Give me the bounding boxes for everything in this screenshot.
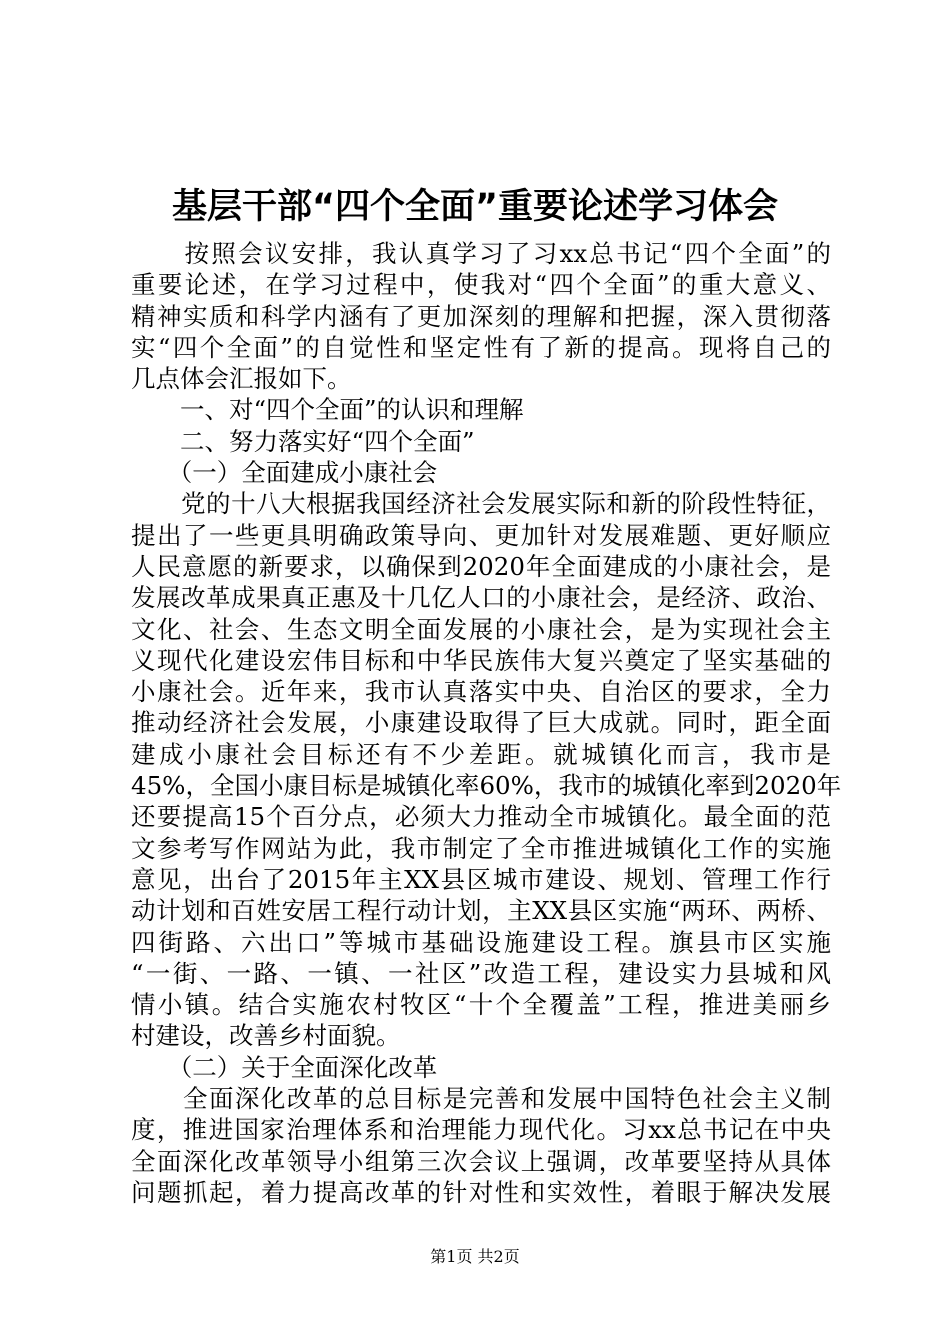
page-number-footer: 第1页 共2页: [430, 1247, 520, 1266]
section-heading: 二、努力落实好“四个全面”: [131, 426, 475, 456]
text-line: 实“四个全面”的自觉性和坚定性有了新的提高。现将自己的: [131, 332, 831, 362]
text-line: 小康社会。近年来，我市认真落实中央、自治区的要求，全力: [131, 677, 831, 707]
text-line: 发展改革成果真正惠及十几亿人口的小康社会，是经济、政治、: [131, 583, 831, 613]
text-line: 文化、社会、生态文明全面发展的小康社会，是为实现社会主: [131, 614, 831, 644]
document-body: [131, 238, 842, 1208]
subsection-heading: （二）关于全面深化改革: [131, 1052, 438, 1082]
text-line: 45%，全国小康目标是城镇化率60%，我市的城镇化率到2020年: [131, 771, 842, 801]
text-line: 意见，出台了2015年主XX县区城市建设、规划、管理工作行: [131, 864, 831, 894]
text-line: 全面深化改革的总目标是完善和发展中国特色社会主义制: [131, 1084, 831, 1114]
text-line: 义现代化建设宏伟目标和中华民族伟大复兴奠定了坚实基础的: [131, 645, 831, 675]
text-line: 几点体会汇报如下。: [131, 364, 352, 394]
subsection-heading: （一）全面建成小康社会: [131, 458, 438, 488]
text-line: 按照会议安排，我认真学习了习xx总书记“四个全面”的: [131, 239, 831, 268]
text-line: 四街路、六出口”等城市基础设施建设工程。旗县市区实施: [131, 927, 831, 957]
text-line: 问题抓起，着力提高改革的针对性和实效性，着眼于解决发展: [131, 1177, 831, 1207]
text-line: 建成小康社会目标还有不少差距。就城镇化而言，我市是: [131, 739, 831, 769]
text-line: 全面深化改革领导小组第三次会议上强调，改革要坚持从具体: [131, 1146, 831, 1176]
section-heading: 一、对“四个全面”的认识和理解: [131, 395, 524, 425]
text-line: 人民意愿的新要求，以确保到2020年全面建成的小康社会，是: [131, 551, 831, 581]
text-line: 还要提高15个百分点，必须大力推动全市城镇化。最全面的范: [131, 802, 831, 832]
text-line: 度，推进国家治理体系和治理能力现代化。习xx总书记在中央: [131, 1115, 831, 1145]
text-line: 村建设，改善乡村面貌。: [131, 1021, 401, 1051]
text-line: 提出了一些更具明确政策导向、更加针对发展难题、更好顺应: [131, 520, 831, 550]
text-line: 推动经济社会发展，小康建设取得了巨大成就。同时，距全面: [131, 708, 831, 738]
text-line: 动计划和百姓安居工程行动计划，主XX县区实施“两环、两桥、: [131, 896, 831, 926]
text-line: 重要论述，在学习过程中，使我对“四个全面”的重大意义、: [131, 270, 831, 300]
text-line: 情小镇。结合实施农村牧区“十个全覆盖”工程，推进美丽乡: [131, 990, 831, 1020]
text-line: 精神实质和科学内涵有了更加深刻的理解和把握，深入贯彻落: [131, 301, 831, 331]
text-line: 文参考写作网站为此，我市制定了全市推进城镇化工作的实施: [131, 833, 831, 863]
text-line: “一街、一路、一镇、一社区”改造工程，建设实力县城和风: [131, 958, 831, 988]
text-line: 党的十八大根据我国经济社会发展实际和新的阶段性特征，: [131, 489, 831, 519]
document-title: 基层干部“四个全面”重要论述学习体会: [171, 187, 778, 227]
